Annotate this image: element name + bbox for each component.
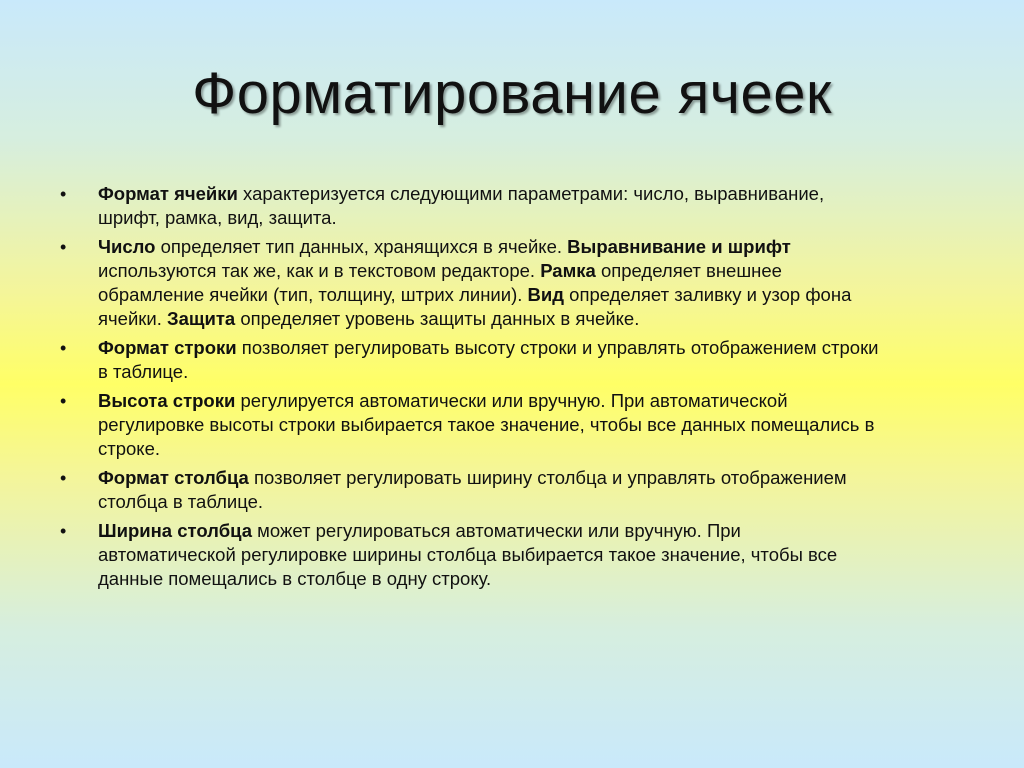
bullet-text: определяет внешнее обрамление ячейки (тип, толщину, штрих линии). <box>98 260 782 305</box>
bullet-text: регулируется автоматически или вручную. При автоматической регулировке высоты строки выбирается такое значение, чтобы все данных помещались в строке. <box>98 390 875 459</box>
bullet-text: позволяет регулировать ширину столбца и управлять отображением столбца в таблице. <box>98 467 847 512</box>
bullet-text: определяет заливку и узор фона ячейки. <box>98 284 852 329</box>
bullet-term: Рамка <box>540 260 596 281</box>
bullet-item <box>60 519 880 591</box>
bullet-text: характеризуется следующими параметрами: число, выравнивание, шрифт, рамка, вид, защита. <box>98 183 825 228</box>
bullet-item <box>60 182 880 230</box>
bullet-term: Защита <box>167 308 236 329</box>
slide-title: Форматирование ячеек <box>192 61 832 126</box>
bullet-item <box>60 235 880 331</box>
bullet-text: определяет уровень защиты данных в ячейке. <box>235 308 640 329</box>
bullet-text: позволяет регулировать высоту строки и управлять отображением строки в таблице. <box>98 337 879 382</box>
bullet-list <box>60 182 880 596</box>
bullet-item <box>60 389 880 461</box>
bullet-item <box>60 466 880 514</box>
bullet-icon: • <box>60 184 67 204</box>
bullet-term: Формат столбца <box>98 467 249 488</box>
bullet-icon: • <box>60 521 67 541</box>
bullet-text: определяет тип данных, хранящихся в ячейке. <box>155 236 568 257</box>
bullet-term: Формат ячейки <box>98 183 238 204</box>
bullet-icon: • <box>60 391 67 411</box>
bullet-term: Вид <box>527 284 565 305</box>
bullet-text: может регулироваться автоматически или вручную. При автоматической регулировке ширины столбца выбирается такое значение, чтобы все данные помещались в столбце в одну строку. <box>98 520 838 589</box>
bullet-icon: • <box>60 338 67 358</box>
bullet-term: Формат строки <box>98 337 237 358</box>
bullet-term: Ширина столбца <box>98 520 253 541</box>
bullet-icon: • <box>60 468 67 488</box>
bullet-text: используются так же, как и в текстовом редакторе. <box>98 260 541 281</box>
bullet-icon: • <box>60 237 67 257</box>
bullet-term: Число <box>98 236 156 257</box>
bullet-term: Выравнивание и шрифт <box>567 236 791 257</box>
bullet-item <box>60 336 880 384</box>
bullet-term: Высота строки <box>98 390 236 411</box>
